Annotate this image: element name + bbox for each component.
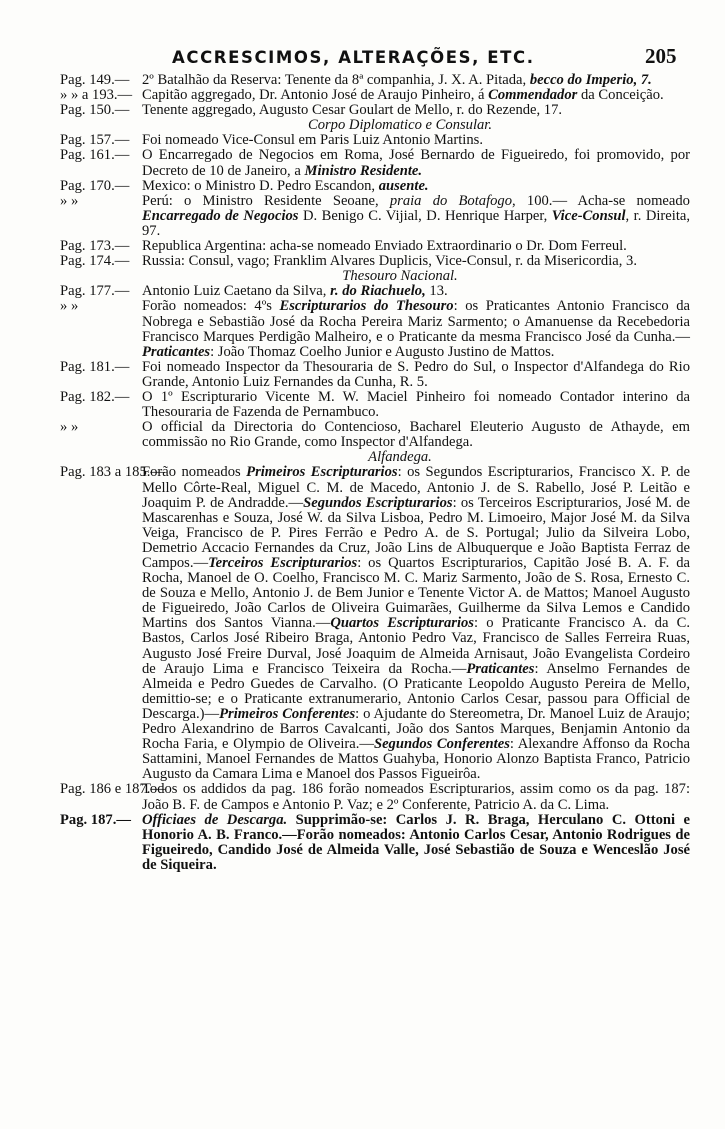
entry-pag-182 xyxy=(50,390,690,420)
entry-ref: Pag. 181.— xyxy=(60,358,130,375)
entry-pag-183-185 xyxy=(50,465,690,782)
entry-pag-170 xyxy=(50,179,690,194)
entry-ref: Pag. 182.— xyxy=(60,388,130,405)
section-heading-alfandega: Alfandega. xyxy=(368,449,432,466)
entry-text: O 1º Escripturario Vicente M. W. Maciel Pinheiro foi nomeado Contador interino da Thesouraria de Fazenda de Pernambuco. xyxy=(142,388,690,421)
entry-ref: » » a 193.— xyxy=(60,87,133,104)
entry-pag-193 xyxy=(50,88,690,103)
entry-text: : os Segundos Escripturarios, Francisco X. P. de Mello Côrte-Real, Miguel C. M. de Macedo, Antonio J. de S. Rabello, José P. Leitão e Joaquim P. de Andradde.— xyxy=(142,464,690,511)
entry-pag-170-peru xyxy=(50,194,690,239)
entry-text: : Anselmo Fernandes de Almeida e Pedro Guedes de Carvalho. (O Praticante Leopoldo Augusto Pereira de Mello, demittio-se; e o Praticante extranumerario, Antonio Carlos Cesar, passou para Official de Descarga.)— xyxy=(142,660,690,722)
entry-ref: Pag. 174.— xyxy=(60,253,130,270)
entry-ref: Pag. 161.— xyxy=(60,147,130,164)
entry-text-3: D. Benigo C. Vijial, D. Henrique Harper, xyxy=(298,207,552,224)
entry-text: Capitão aggregado, Dr. Antonio José de Araujo Pinheiro, á xyxy=(142,87,489,104)
entry-pag-177 xyxy=(50,284,690,299)
entry-text-2: , 100.— Acha-se nomeado xyxy=(512,192,690,209)
entry-pag-174 xyxy=(50,254,690,269)
entry-text: Russia: Consul, vago; Franklim Alvares Duplicis, Vice-Consul, r. da Misericordia, 3. xyxy=(142,253,637,270)
entry-pag-181 xyxy=(50,360,690,390)
entry-pag-150 xyxy=(50,103,690,118)
entry-ref: Pag. 149.— xyxy=(60,72,130,88)
entry-ref: » » xyxy=(60,298,79,315)
entry-italic: Primeiros Escripturarios xyxy=(246,464,398,481)
entry-italic: Segundos Escripturarios xyxy=(303,494,453,511)
entry-italic: praia do Botafogo xyxy=(389,192,513,209)
entry-italic-2: Encarregado de Negocios xyxy=(142,207,299,224)
entry-text: Tenente aggregado, Augusto Cesar Goulart de Mello, r. do Rezende, 17. xyxy=(142,102,563,119)
entry-italic-2: Praticantes xyxy=(142,343,211,360)
entry-text: Antonio Luiz Caetano da Silva, xyxy=(142,283,331,300)
page-body xyxy=(50,73,690,873)
entry-italic: Primeiros Conferentes xyxy=(219,705,356,722)
entry-text-2: da Conceição. xyxy=(577,87,664,104)
section-heading-thesouro: Thesouro Nacional. xyxy=(342,268,458,285)
entry-ref: Pag. 186 e 187.— xyxy=(60,781,165,798)
entry-pag-149 xyxy=(50,73,690,88)
entry-pag-173 xyxy=(50,239,690,254)
entry-italic-3: Vice-Consul xyxy=(551,207,626,224)
entry-text: Perú: o Ministro Residente Seoane, xyxy=(142,192,390,209)
entry-ref: Pag. 173.— xyxy=(60,238,130,255)
entry-text: Forão nomeados xyxy=(142,464,247,481)
entry-text: O official da Directoria do Contencioso, Bacharel Eleuterio Augusto de Athayde, em commissão no Rio Grande, como Inspector d'Alfandega. xyxy=(142,419,690,451)
entry-ref: » » xyxy=(60,419,79,436)
running-title: ACCRESCIMOS, ALTERAÇÕES, ETC. xyxy=(172,48,535,67)
entry-text: Supprimão-se: Carlos J. R. Braga, Herculano C. Ottoni e Honorio A. B. Franco.—Forão nomeados: Antonio Carlos Cesar, Antonio Rodrigues de Figueiredo, Candido José de Almeida Valle, José Sebastião de Souza e Wenceslão José de Siqueira. xyxy=(142,811,690,873)
entry-italic: Quartos Escripturarios xyxy=(330,615,474,632)
section-heading-corpo-diplomatico: Corpo Diplomatico e Consular. xyxy=(307,117,493,134)
entry-text: Forão nomeados: 4ºs xyxy=(142,298,280,315)
entry-pag-157 xyxy=(50,133,690,148)
entry-italic: Officiaes de Descarga. xyxy=(142,811,288,828)
entry-pag-177-nomeados xyxy=(50,299,690,359)
entry-text-2: : os Praticantes Antonio Francisco da Nobrega e Sebastião José da Rocha Pereira Mariz Sarmento; o Amanuense da Recebedoria Francisco Marques Perdigão Malheiro, e o Praticante da mesma Francisco José da Cunha.— xyxy=(142,298,691,345)
entry-text-3: : João Thomaz Coelho Junior e Augusto Justino de Mattos. xyxy=(210,343,555,360)
entry-ref: Pag. 183 a 185.— xyxy=(60,464,165,481)
entry-text: : Alexandre Affonso da Rocha Sattamini, Manoel Fernandes de Mattos Guahyba, Honorio Alonzo Baptista Franco, Patricio Augusto da Camara Lima e Manoel dos Passos Figueirôa. xyxy=(142,736,691,783)
entry-text: Republica Argentina: acha-se nomeado Enviado Extraordinario o Dr. Dom Ferreul. xyxy=(142,238,627,255)
entry-ref: Pag. 150.— xyxy=(60,102,130,119)
entry-ref: Pag. 177.— xyxy=(60,283,130,300)
entry-pag-187 xyxy=(50,813,690,873)
entry-italic: Segundos Conferentes xyxy=(373,736,510,753)
entry-text: Mexico: o Ministro D. Pedro Escandon, xyxy=(142,177,379,194)
entry-text: 2º Batalhão da Reserva: Tenente da 8ª companhia, J. X. A. Pitada, xyxy=(142,72,530,88)
entry-italic: Escripturarios do Thesouro xyxy=(279,298,454,315)
entry-ref: Pag. 170.— xyxy=(60,177,130,194)
entry-italic: becco do Imperio, 7. xyxy=(529,72,652,88)
page-number: 205 xyxy=(645,44,677,68)
entry-text: : os Quartos Escripturarios, Capitão José B. A. F. da Rocha, Manoel de O. Coelho, Francisco M. C. Mariz Sarmento, João de S. Rosa, Ernesto C. de Souza e Mello, Antonio J. de Bem Junior e Tenente Victor A. de Mattos; Manoel Augusto de Figueiredo, João Carlos de Oliveira Guimarães, Guilherme da Silva Lemos e Candido Martins dos Santos Vianna.— xyxy=(142,555,690,632)
entry-italic: Ministro Residente. xyxy=(304,162,423,179)
entry-ref: » » xyxy=(60,192,79,209)
entry-text: Foi nomeado Inspector da Thesouraria de S. Pedro do Sul, o Inspector d'Alfandega do Rio Grande, Antonio Luiz Fernandes da Cunha, R. 5. xyxy=(142,358,690,390)
entry-pag-186-187 xyxy=(50,782,690,812)
entry-text: O Encarregado de Negocios em Roma, José Bernardo de Figueiredo, foi promovido, por Decreto de 10 de Janeiro, a xyxy=(142,147,690,179)
entry-text: Foi nomeado Vice-Consul em Paris Luiz Antonio Martins. xyxy=(142,132,483,149)
entry-ref: Pag. 157.— xyxy=(60,132,130,149)
entry-italic: Praticantes xyxy=(466,660,535,677)
entry-text-4: , r. Direita, 97. xyxy=(142,207,690,239)
entry-ref: Pag. 187.— xyxy=(60,811,131,828)
entry-italic: r. do Riachuelo, xyxy=(330,283,426,300)
entry-text-2: 13. xyxy=(425,283,448,300)
entry-italic: Commendador xyxy=(488,87,578,104)
entry-italic: Terceiros Escripturarios xyxy=(208,555,358,571)
entry-text: : o Ajudante do Stereometra, Dr. Manoel Luiz de Araujo; Pedro Alexandrino de Barros Cavalcanti, João dos Santos Marques, Benjamin Antonio da Rocha Faria, e Olympio de Oliveira.— xyxy=(142,705,691,753)
page-header xyxy=(0,42,725,72)
entry-pag-182-contencioso xyxy=(50,420,690,450)
entry-text: : o Praticante Francisco A. da C. Bastos, Carlos José Ribeiro Braga, Antonio Pedro Vaz, Francisco de Salles Ferreira Ruas, Augusto José Freire Durval, José Joaquim de Almeida Arnisaut, João Evangelista Cordeiro de Araujo Lima e Francisco Teixeira da Rocha.— xyxy=(142,615,690,677)
entry-text: Todos os addidos da pag. 186 forão nomeados Escripturarios, assim como os da pag. 187: João B. F. de Campos e Antonio P. Vaz; e 2º Conferente, Patricio A. da C. Lima. xyxy=(142,781,690,813)
entry-text: : os Terceiros Escripturarios, José M. de Mascarenhas e Souza, José W. da Silva Lisboa, Pedro M. Limoeiro, Major José M. da Silva Veiga, Francisco de P. Pires Ferrão e Pedro A. de S. Portugal; Julio da Silveira Lobo, Demetrio Accacio Fernandes da Cruz, João Lins de Albuquerque e João Baptista Ferraz de Campos.— xyxy=(142,494,690,571)
entry-italic: ausente. xyxy=(378,177,429,194)
entry-pag-161 xyxy=(50,148,690,178)
